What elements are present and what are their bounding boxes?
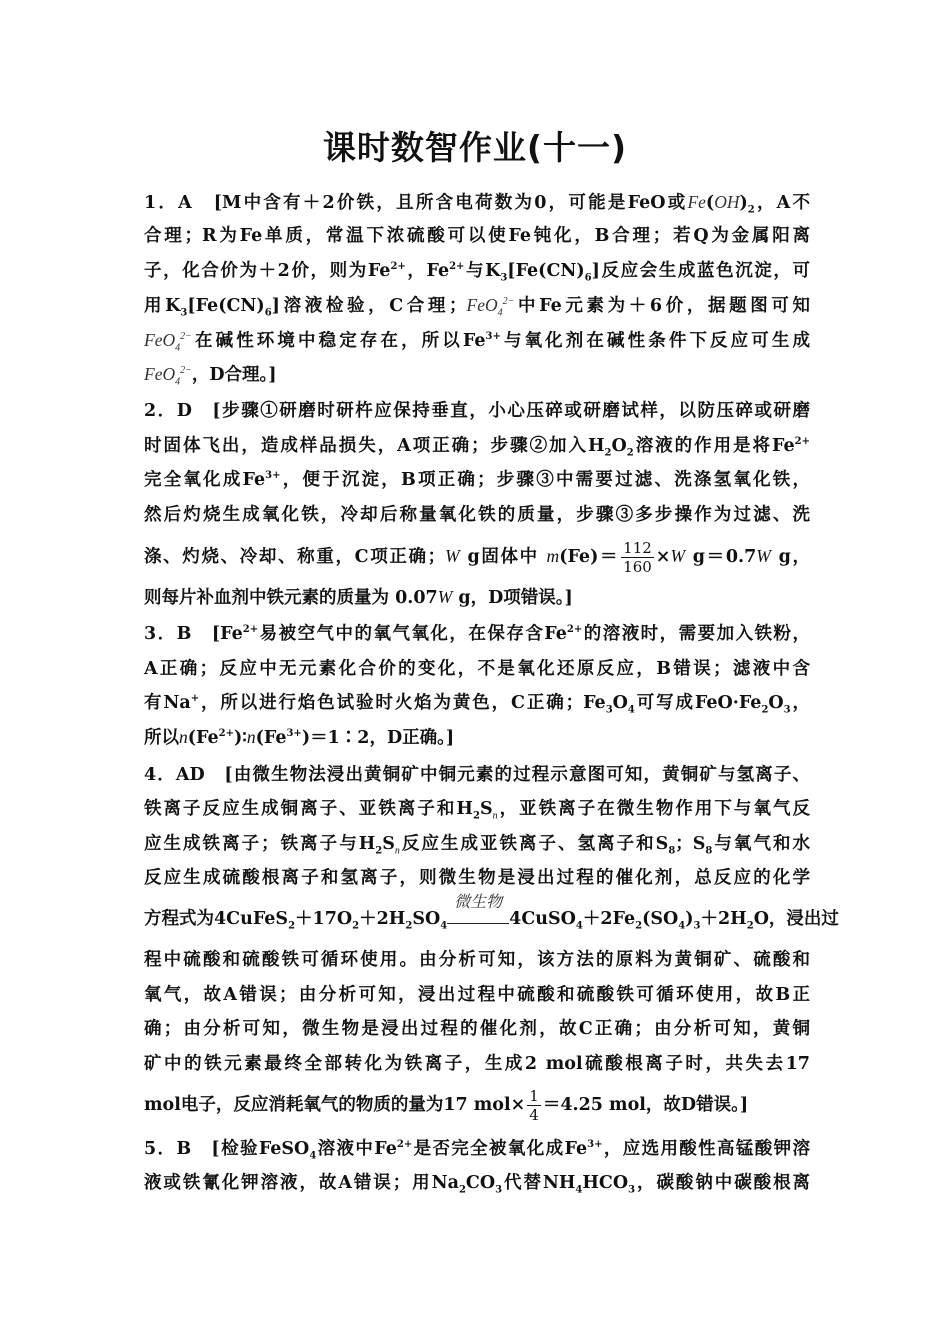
item-5-line-1: 5．B [检验FeSO$_4$溶液中$Fe^{2+}$是否完全被氧化成$Fe^{3+}$，应选用酸性高锰酸钾溶 [144, 1138, 811, 1162]
item-4-line-6: 程中硫酸和硫酸铁可循环使用。由分析可知，该方法的原料为黄铜矿、硫酸和 [144, 950, 810, 971]
answer-list [144, 185, 839, 1201]
item-3-line-4: 所以$n(Fe^{2+})∶n(Fe^{3+})=1∶2$，D正确。] [144, 727, 455, 749]
item-2-line-1: 2．D [步骤①研磨时研杵应保持垂直，小心压碎或研磨试样，以防压碎或研磨 [144, 401, 810, 422]
item-3-line-3: 有Na+，所以进行焰色试验时火焰为黄色，C正确；$Fe_3O_4$可写成$FeO\cdot Fe_2O_3$， [144, 693, 811, 716]
reaction-condition: 微生物 [447, 912, 509, 924]
item-3-line-1: 3．B [$Fe^{2+}$易被空气中的氧气氧化，在保存含$Fe^{2+}$的溶液时，需要加入铁粉， [144, 624, 811, 645]
page-title: 课时数智作业(十一) [322, 128, 628, 167]
item-4-line-7: 氧气，故A错误；由分析可知，浸出过程中硫酸和硫酸铁可循环使用，故B正 [144, 984, 810, 1005]
item-4-line-4: 反应生成硫酸根离子和氢离子，则微生物是浸出过程的催化剂，总反应的化学 [144, 868, 810, 889]
item-3-line-2: A正确；反应中无元素化合价的变化，不是氧化还原反应，B错误；滤液中含 [144, 658, 810, 679]
fraction-1-4: $\frac{1}{4}$ [529, 1086, 539, 1124]
item-1-line-6: FeO$_4^{2-}$，D合理。] [144, 363, 277, 388]
item-2-line-3: 完全氧化成$Fe^{3+}$，便于沉淀，B项正确；步骤③中需要过滤、洗涤氢氧化铁， [144, 470, 810, 491]
item-1-line-5: FeO$_4^{2-}$在碱性环境中稳定存在，所以$Fe^{3+}$与氧化剂在碱性条件下反应可生成 [144, 329, 810, 354]
item-4-line-9: 矿中的铁元素最终全部转化为铁离子，生成2 mol硫酸根离子时，共失去17 [144, 1053, 810, 1074]
item-4-line-3: 应生成铁离子；铁离子与$H_2S_n$反应生成亚铁离子、氢离子和$S_8$；$S_8$与氧气和水 [144, 833, 810, 857]
item-4-line-1: 4．AD [由微生物法浸出黄铜矿中铜元素的过程示意图可知，黄铜矿与氢离子、 [144, 764, 810, 785]
item-5-line-2: 液或铁氰化钾溶液，故A错误；用$Na_2CO_3$代替$NH_4HCO_3$，碳酸钠中碳酸根离 [144, 1173, 810, 1196]
item-1-line-4: 用$K_3[Fe(CN)_6]$溶液检验，C合理；FeO$_4^{2-}$中Fe元素为＋6价，据题图可知 [144, 295, 810, 319]
item-4-line-10: mol电子，反应消耗氧气的物质的量为17 mol× $\frac{1}{4}$ ＝4.25 mol，故D错误。] [144, 1086, 749, 1124]
item-1-line-2: 合理；R为Fe单质，常温下浓硫酸可以使Fe钝化，B合理；若Q为金属阳离 [144, 226, 810, 247]
item-1-line-1: 1．A [M中含有＋2价铁，且所含电荷数为0，可能是FeO或$Fe(OH)_2$，A不 [144, 192, 810, 216]
fraction-112-160: $\frac{112}{160}$ [623, 538, 652, 576]
item-2-line-6: 则每片补血剂中铁元素的质量为 0.07W g，D项错误。] [144, 586, 573, 608]
item-2-line-2: 时固体飞出，造成样品损失，A项正确；步骤②加入$H_2O_2$溶液的作用是将$Fe^{2+}$ [144, 435, 810, 459]
item-2-line-5: 涤、灼烧、冷却、称重，C项正确；W g固体中 m(Fe)＝ $\frac{112}{160}$ ×W g＝0.7W g， [144, 538, 810, 576]
item-4-line-2: 铁离子反应生成铜离子、亚铁离子和$H_2S_n$，亚铁离子在微生物作用下与氧气反 [144, 799, 810, 822]
item-2-line-4: 然后灼烧生成氧化铁，冷却后称量氧化铁的质量，步骤③多步操作为过滤、洗 [144, 504, 810, 525]
item-4-line-5: 方程式为$4CuFeS_2+17O_2+2H_2SO_4$ 微生物 $4CuSO_4+2Fe_2(SO_4)_3+2H_2O$，浸出过 [144, 892, 839, 932]
item-1-line-3: 子，化合价为＋2价，则为$Fe^{2+}$，$Fe^{2+}$与$K_3[Fe(CN)_6]$反应会生成蓝色沉淀，可 [144, 260, 810, 284]
item-4-line-8: 确；由分析可知，微生物是浸出过程的催化剂，故C正确；由分析可知，黄铜 [144, 1019, 810, 1040]
